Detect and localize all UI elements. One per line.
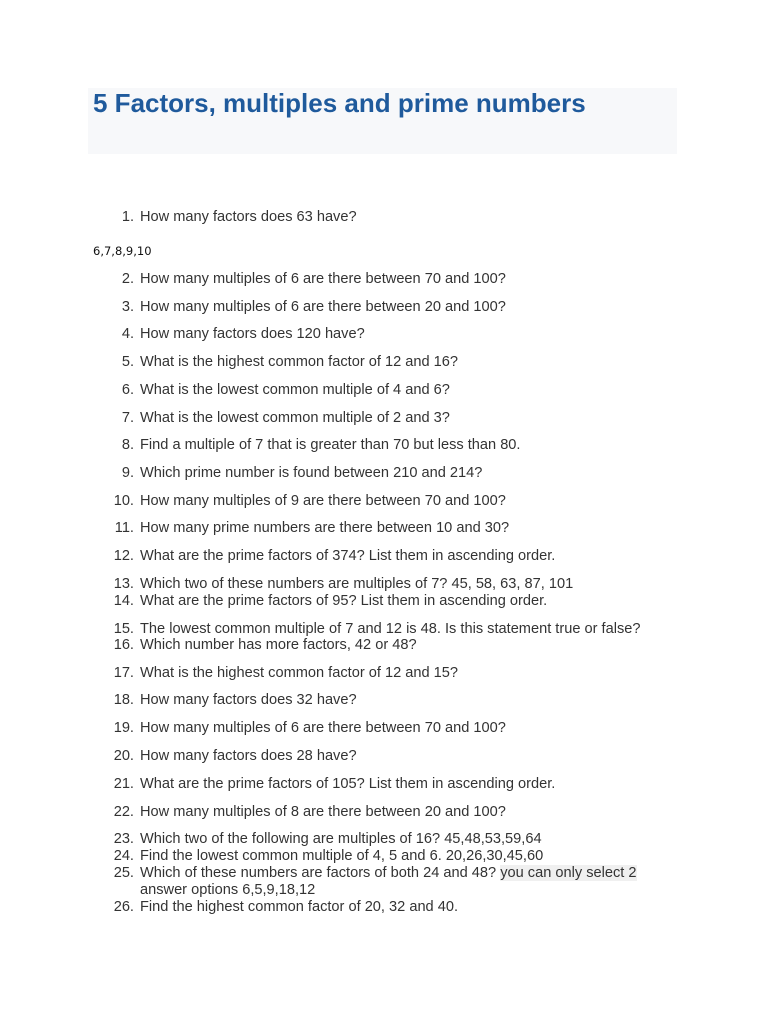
question-text: How many multiples of 6 are there between 20 and 100? xyxy=(140,299,506,315)
item-number: 3. xyxy=(121,299,134,315)
question-text: What is the lowest common multiple of 4 and 6? xyxy=(140,382,450,398)
question-text: How many factors does 63 have? xyxy=(140,209,357,225)
question-text: Which prime number is found between 210 and 214? xyxy=(140,465,483,481)
question-text: What are the prime factors of 374? List them in ascending order. xyxy=(140,548,556,564)
question-text: How many multiples of 8 are there between 20 and 100? xyxy=(140,804,506,820)
highlighted-text: you can only select 2 xyxy=(500,865,637,881)
item-number: 9. xyxy=(121,465,134,481)
item-number: 16. xyxy=(113,637,134,653)
question-text: What is the highest common factor of 12 and 16? xyxy=(140,354,458,370)
item-number: 12. xyxy=(113,548,134,564)
question-text: The lowest common multiple of 7 and 12 is 48. Is this statement true or false? xyxy=(140,621,641,637)
item-number: 22. xyxy=(113,804,134,820)
question-text: What are the prime factors of 105? List them in ascending order. xyxy=(140,776,556,792)
page-title: 5 Factors, multiples and prime numbers xyxy=(93,88,586,118)
question-text: How many factors does 32 have? xyxy=(140,692,357,708)
item-number: 14. xyxy=(113,593,134,609)
question-text: Which number has more factors, 42 or 48? xyxy=(140,637,417,653)
item-number: 15. xyxy=(113,621,134,637)
item-number: 11. xyxy=(114,520,134,536)
question-text: How many factors does 28 have? xyxy=(140,748,357,764)
question-text: What are the prime factors of 95? List them in ascending order. xyxy=(140,593,548,609)
question-text: Which two of the following are multiples of 16? 45,48,53,59,64 xyxy=(140,831,542,847)
item-number: 18. xyxy=(113,692,134,708)
question-text: How many prime numbers are there between 10 and 30? xyxy=(140,520,510,536)
question-text-main: Which of these numbers are factors of both 24 and 48? xyxy=(140,865,501,881)
item-number: 2. xyxy=(121,271,134,287)
question-text: How many multiples of 9 are there between 70 and 100? xyxy=(140,493,506,509)
question-text: Find the lowest common multiple of 4, 5 and 6. 20,26,30,45,60 xyxy=(140,848,544,864)
item-number: 4. xyxy=(121,326,134,342)
item-number: 5. xyxy=(121,354,134,370)
question-text: How many factors does 120 have? xyxy=(140,326,365,342)
question-text: Find a multiple of 7 that is greater than 70 but less than 80. xyxy=(140,437,521,453)
question-text-continued: answer options 6,5,9,18,12 xyxy=(140,882,316,898)
item-number: 24. xyxy=(113,848,134,864)
item-number: 20. xyxy=(113,748,134,764)
answer-note: 6,7,8,9,10 xyxy=(93,244,152,258)
item-number: 13. xyxy=(113,576,134,592)
item-number: 10. xyxy=(113,493,134,509)
question-text: Which two of these numbers are multiples of 7? 45, 58, 63, 87, 101 xyxy=(140,576,574,592)
item-number: 1. xyxy=(121,209,134,225)
question-text: What is the lowest common multiple of 2 and 3? xyxy=(140,410,450,426)
item-number: 19. xyxy=(113,720,134,736)
item-number: 7. xyxy=(121,410,134,426)
question-text: Find the highest common factor of 20, 32 and 40. xyxy=(140,899,459,915)
item-number: 6. xyxy=(121,382,134,398)
item-number: 21. xyxy=(113,776,134,792)
item-number: 23. xyxy=(113,831,134,847)
item-number: 8. xyxy=(121,437,134,453)
question-text xyxy=(140,865,637,882)
question-text: How many multiples of 6 are there between 70 and 100? xyxy=(140,720,506,736)
item-number: 25. xyxy=(113,865,134,881)
item-number: 26. xyxy=(113,899,134,915)
question-text: What is the highest common factor of 12 and 15? xyxy=(140,665,458,681)
item-number: 17. xyxy=(113,665,134,681)
question-text: How many multiples of 6 are there between 70 and 100? xyxy=(140,271,506,287)
